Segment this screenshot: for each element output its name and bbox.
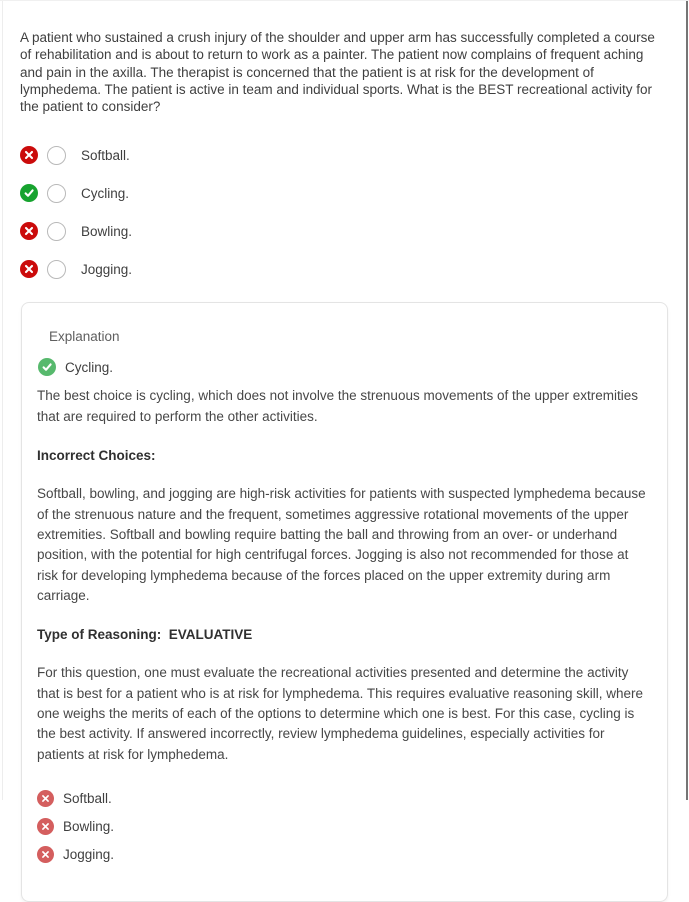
- check-icon: [38, 358, 56, 376]
- radio-button[interactable]: [47, 146, 66, 165]
- option-label: Softball.: [81, 147, 130, 163]
- explanation-panel: [21, 302, 668, 901]
- incorrect-item-label: Jogging.: [63, 847, 115, 863]
- option-label: Jogging.: [81, 261, 133, 277]
- question-text: A patient who sustained a crush injury of the shoulder and upper arm has successfully completed a course of rehabilitation and is about to return to work as a painter. The patient now complains of frequent aching and pain in the axilla. The therapist is concerned that the patient is at risk for the development of lymphedema. The patient is active in team and individual sports. What is the BEST recreational activity for the patient to consider?: [20, 30, 655, 115]
- correct-answer-row: [38, 358, 651, 376]
- answer-option-bowling[interactable]: [20, 212, 689, 250]
- x-icon: [37, 790, 54, 807]
- incorrect-choices-heading: Incorrect Choices:: [37, 448, 156, 464]
- incorrect-x-icon: [20, 222, 38, 240]
- incorrect-list-item: [37, 813, 651, 841]
- incorrect-item-label: Bowling.: [63, 819, 115, 835]
- type-of-reasoning-heading: Type of Reasoning: EVALUATIVE: [37, 627, 253, 643]
- incorrect-list-item: [37, 841, 651, 869]
- answer-option-cycling[interactable]: [20, 174, 689, 212]
- incorrect-item-label: Softball.: [63, 791, 112, 807]
- radio-button[interactable]: [47, 222, 66, 241]
- answer-option-jogging[interactable]: [20, 250, 689, 288]
- incorrect-list-item: [37, 785, 651, 813]
- explanation-summary: The best choice is cycling, which does not involve the strenuous movements of the upper extremities that are required to perform the other activities.: [37, 388, 639, 424]
- type-of-reasoning-body: For this question, one must evaluate the recreational activities presented and determine the activity that is best for a patient who is at risk for lymphedema. This requires evaluative reasoning skill, where one weighs the merits of each of the options to determine which one is best. For this case, cycling is the best activity. If answered incorrectly, review lymphedema guidelines, especially activities for patients at risk for lymphedema.: [37, 665, 644, 762]
- answer-option-softball[interactable]: [20, 136, 689, 174]
- radio-button[interactable]: [47, 184, 66, 203]
- incorrect-x-icon: [20, 260, 38, 278]
- incorrect-x-icon: [20, 146, 38, 164]
- option-label: Bowling.: [81, 223, 133, 239]
- scrollbar[interactable]: [686, 1, 688, 800]
- x-icon: [37, 818, 54, 835]
- page-left-border: [2, 1, 3, 800]
- option-label: Cycling.: [81, 185, 130, 201]
- correct-check-icon: [20, 184, 38, 202]
- radio-button[interactable]: [47, 260, 66, 279]
- incorrect-answers-list: [37, 785, 651, 869]
- incorrect-choices-body: Softball, bowling, and jogging are high-risk activities for patients with suspected lymphedema because of the strenuous nature and the frequent, sometimes aggressive rotational movements of the upper extremities. Softball and bowling require batting the ball and throwing from an over- or underhand position, with the potential for high centrifugal forces. Jogging is also not recommended for those at risk for developing lymphedema because of the forces placed on the upper extremity during arm carriage.: [37, 486, 646, 603]
- x-icon: [37, 846, 54, 863]
- answer-options: [20, 136, 689, 288]
- explanation-title: Explanation: [49, 329, 120, 345]
- correct-answer-label: Cycling.: [65, 359, 114, 375]
